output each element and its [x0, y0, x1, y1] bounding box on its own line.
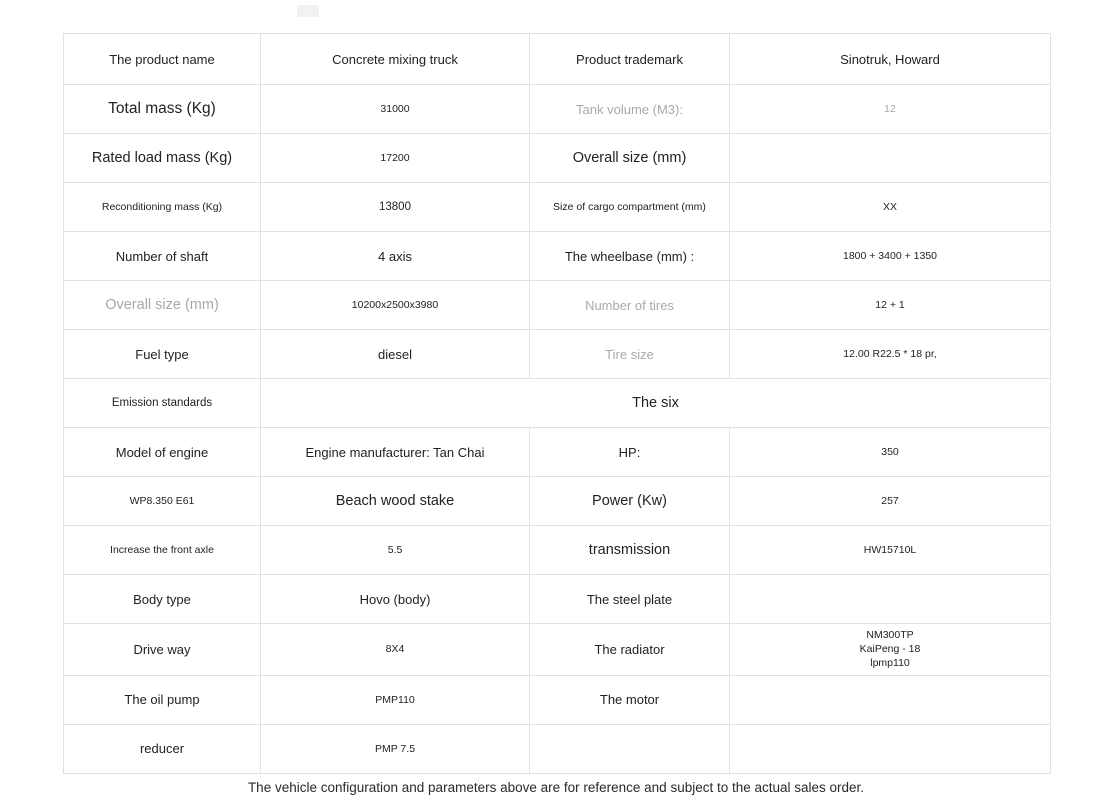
table-cell: The radiator — [530, 624, 730, 676]
spec-table-body — [64, 34, 1051, 774]
table-cell: Reconditioning mass (Kg) — [64, 183, 261, 232]
table-cell: NM300TP KaiPeng - 18 lpmp110 — [730, 624, 1051, 676]
table-cell — [730, 724, 1051, 773]
table-cell: 31000 — [261, 85, 530, 134]
top-marker — [297, 5, 319, 17]
table-row — [64, 428, 1051, 477]
table-cell: Number of shaft — [64, 232, 261, 281]
table-cell — [730, 134, 1051, 183]
table-row — [64, 379, 1051, 428]
table-cell: diesel — [261, 330, 530, 379]
table-cell: XX — [730, 183, 1051, 232]
table-cell: Body type — [64, 575, 261, 624]
table-cell: reducer — [64, 724, 261, 773]
table-cell: 5.5 — [261, 526, 530, 575]
table-cell: Drive way — [64, 624, 261, 676]
table-cell: Total mass (Kg) — [64, 85, 261, 134]
table-cell: The six — [261, 379, 1051, 428]
table-row — [64, 526, 1051, 575]
table-cell: The wheelbase (mm) : — [530, 232, 730, 281]
table-cell: 257 — [730, 477, 1051, 526]
table-row — [64, 85, 1051, 134]
footnote-text: The vehicle configuration and parameters above are for reference and subject to the actual sales order. — [247, 780, 865, 795]
table-row — [64, 134, 1051, 183]
table-cell: 10200x2500x3980 — [261, 281, 530, 330]
table-cell: Overall size (mm) — [530, 134, 730, 183]
table-cell: Overall size (mm) — [64, 281, 261, 330]
table-cell: Engine manufacturer: Tan Chai — [261, 428, 530, 477]
table-row — [64, 232, 1051, 281]
table-cell: 12.00 R22.5 * 18 pr, — [730, 330, 1051, 379]
table-cell: Sinotruk, Howard — [730, 34, 1051, 85]
table-row — [64, 183, 1051, 232]
table-row — [64, 675, 1051, 724]
table-cell: Concrete mixing truck — [261, 34, 530, 85]
table-cell: Hovo (body) — [261, 575, 530, 624]
table-cell: Fuel type — [64, 330, 261, 379]
table-cell: HP: — [530, 428, 730, 477]
table-cell — [530, 724, 730, 773]
table-cell: Tank volume (M3): — [530, 85, 730, 134]
table-row — [64, 281, 1051, 330]
table-cell — [730, 575, 1051, 624]
table-cell: 13800 — [261, 183, 530, 232]
table-row — [64, 477, 1051, 526]
table-row — [64, 624, 1051, 676]
table-cell: The product name — [64, 34, 261, 85]
table-cell: 8X4 — [261, 624, 530, 676]
table-cell: Size of cargo compartment (mm) — [530, 183, 730, 232]
table-cell: 17200 — [261, 134, 530, 183]
vehicle-spec-table — [63, 33, 1051, 774]
table-cell: Rated load mass (Kg) — [64, 134, 261, 183]
table-cell: PMP110 — [261, 675, 530, 724]
table-cell: 350 — [730, 428, 1051, 477]
table-cell: 12 — [730, 85, 1051, 134]
table-cell: Model of engine — [64, 428, 261, 477]
table-cell: HW15710L — [730, 526, 1051, 575]
table-cell: WP8.350 E61 — [64, 477, 261, 526]
table-cell: Tire size — [530, 330, 730, 379]
table-cell: Product trademark — [530, 34, 730, 85]
table-cell: 1800 + 3400 + 1350 — [730, 232, 1051, 281]
table-cell: Increase the front axle — [64, 526, 261, 575]
table-cell — [730, 675, 1051, 724]
table-cell: PMP 7.5 — [261, 724, 530, 773]
table-row — [64, 575, 1051, 624]
table-cell: Power (Kw) — [530, 477, 730, 526]
table-cell: The steel plate — [530, 575, 730, 624]
table-row — [64, 724, 1051, 773]
table-cell: transmission — [530, 526, 730, 575]
table-cell: The motor — [530, 675, 730, 724]
table-row — [64, 330, 1051, 379]
table-cell: Beach wood stake — [261, 477, 530, 526]
table-cell: Emission standards — [64, 379, 261, 428]
table-cell: Number of tires — [530, 281, 730, 330]
table-row — [64, 34, 1051, 85]
table-cell: 4 axis — [261, 232, 530, 281]
table-cell: The oil pump — [64, 675, 261, 724]
table-cell: 12 + 1 — [730, 281, 1051, 330]
